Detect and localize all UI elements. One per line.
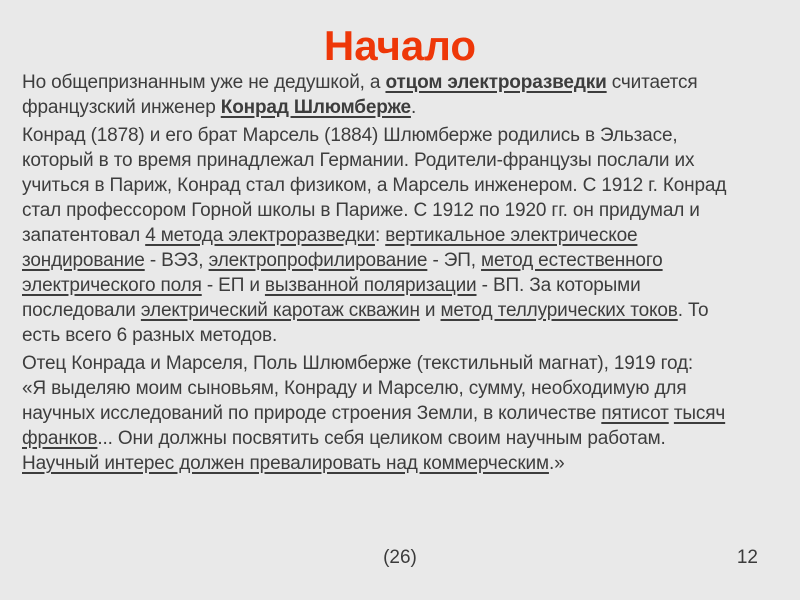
text-run: Конрад Шлюмберже [220,97,411,118]
text-run: и [419,300,441,321]
text-run: Конрад (1878) и его брат Марсель (1884) Шлюмберже родились в Эльзасе, который в то время принадлежал Германии. Родители-французы послали их учиться в Париж, Конрад стал физиком, а Марсель инженером. С 1912 г. Конрад стал профессором Горной школы в Париже. С 1912 по 1920 гг. он придумал и запатентовал [22,125,727,246]
page-number: 12 [736,547,758,568]
slide-title: Начало [323,22,477,69]
text-run: : [374,225,386,246]
text-run: ... Они должны посвятить себя целиком своим научным работам. [97,428,666,449]
text-run: считается французский инженер [22,72,698,118]
text-run: - ЕП и [201,275,265,296]
text-run: . [410,97,417,118]
text-run: тысяч франков [22,403,726,449]
text-run: электрический каротаж скважин [140,300,420,321]
paragraph [22,70,784,120]
text-run: . То есть всего 6 разных методов. [22,300,709,346]
text-run: 4 метода электроразведки [145,225,375,246]
text-run: - ВП. За которыми последовали [22,275,641,321]
text-run: - ВЭЗ, [144,250,209,271]
text-run: метод теллурических токов [440,300,678,321]
text-run: вертикальное электрическое зондирование [22,225,638,271]
text-run: метод естественного электрического поля [22,250,663,296]
text-run: Отец Конрада и Марселя, Поль Шлюмберже (текстильный магнат), 1919 год: «Я выделяю моим сыновьям, Конраду и Марселю, сумму, необходимую для научных исследований по природе строения Земли, в количестве [22,353,694,424]
text-run: пятисот [601,403,669,424]
text-run: электропрофилирование [208,250,428,271]
text-run: Но общепризнанным уже не дедушкой, а [22,72,386,93]
text-run: - ЭП, [427,250,482,271]
text-run: отцом электроразведки [385,72,607,93]
slide-counter: (26) [383,547,417,568]
text-run: вызванной поляризации [264,275,477,296]
slide-body-text [22,70,784,479]
paragraph [22,123,784,348]
text-run: Научный интерес должен превалировать над коммерческим [22,453,549,474]
paragraph [22,351,784,476]
text-run: .» [548,453,565,474]
